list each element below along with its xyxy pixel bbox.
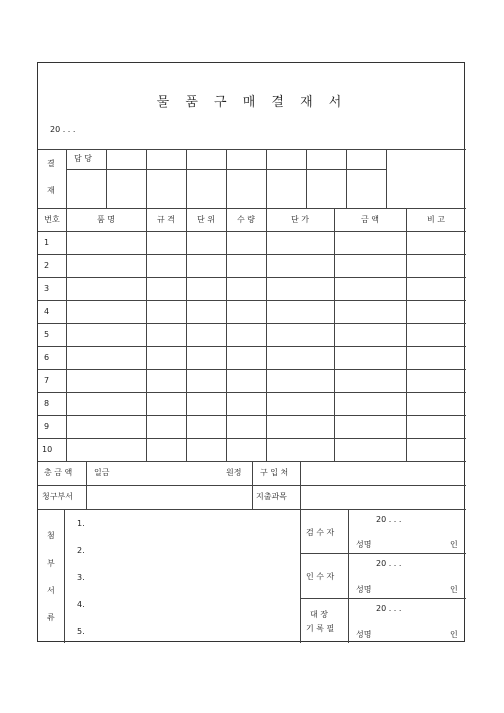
- approval-first-col-label: 담 당: [74, 154, 92, 163]
- attachments-label-4: 류: [47, 613, 55, 622]
- attachments-label-2: 부: [47, 559, 55, 568]
- table-row-rule: [38, 254, 466, 255]
- attachment-item-5: 5.: [77, 627, 85, 636]
- receiver-label: 인 수 자: [306, 572, 335, 581]
- approval-col-4: [226, 149, 227, 208]
- ledger-date: 20 . . .: [376, 604, 402, 613]
- rule-approval-bottom: [38, 208, 466, 209]
- ledger-seal: 인: [450, 630, 458, 639]
- approval-col-3: [186, 149, 187, 208]
- table-column-rule: [146, 208, 147, 461]
- ledger-label-2: 기 록 필: [306, 624, 335, 633]
- ledger-name-label: 성명: [356, 630, 372, 639]
- summary-mid-divider-1: [252, 461, 253, 509]
- attachments-label-divider: [64, 509, 65, 643]
- table-row-rule: [38, 438, 466, 439]
- row-number-5: 5: [44, 330, 50, 339]
- table-column-rule: [406, 208, 407, 461]
- row-number-10: 10: [42, 445, 53, 454]
- table-column-rule: [66, 208, 67, 461]
- approval-label-divider: [66, 149, 67, 208]
- row-number-2: 2: [44, 261, 50, 270]
- ledger-label: 대 장: [310, 610, 328, 619]
- attachment-item-2: 2.: [77, 546, 85, 555]
- header-spec: 규 격: [157, 215, 175, 224]
- attachments-label-1: 첨: [47, 531, 55, 540]
- rule-date-bottom: [38, 149, 466, 150]
- approval-label-top: 결: [47, 159, 55, 168]
- row-number-7: 7: [44, 376, 50, 385]
- table-row-rule: [38, 392, 466, 393]
- header-note: 비 고: [427, 215, 445, 224]
- approval-col-5: [266, 149, 267, 208]
- row-number-4: 4: [44, 307, 50, 316]
- table-row-rule: [38, 323, 466, 324]
- total-amount-prefix: 일금: [94, 468, 110, 477]
- document-title: 물 품 구 매 결 재 서: [156, 95, 348, 110]
- header-amount: 금 액: [361, 215, 379, 224]
- vendor-label: 구 입 처: [260, 468, 289, 477]
- total-amount-label: 총 금 액: [44, 468, 73, 477]
- inspector-label: 검 수 자: [306, 528, 335, 537]
- header-unit: 단 위: [197, 215, 215, 224]
- approval-col-7: [346, 149, 347, 208]
- approval-col-8: [386, 149, 387, 208]
- header-qty: 수 량: [237, 215, 255, 224]
- row-number-1: 1: [44, 238, 50, 247]
- row-number-3: 3: [44, 284, 50, 293]
- rule-summary-bottom: [38, 509, 466, 510]
- table-row-rule: [38, 277, 466, 278]
- attachment-item-1: 1.: [77, 519, 85, 528]
- requesting-dept-label: 청구부서: [42, 492, 73, 501]
- row-number-6: 6: [44, 353, 50, 362]
- summary-mid-divider-2: [300, 461, 301, 509]
- document-date: 20 . . .: [50, 125, 76, 134]
- inspector-date: 20 . . .: [376, 515, 402, 524]
- attachment-item-3: 3.: [77, 573, 85, 582]
- table-row-rule: [38, 300, 466, 301]
- row-number-9: 9: [44, 422, 50, 431]
- table-row-rule: [38, 346, 466, 347]
- table-column-rule: [226, 208, 227, 461]
- total-amount-suffix: 원정: [226, 468, 242, 477]
- approval-col-2: [146, 149, 147, 208]
- header-price: 단 가: [291, 215, 309, 224]
- rule-signoff-1: [300, 553, 466, 554]
- attachment-item-4: 4.: [77, 600, 85, 609]
- table-row-rule: [38, 415, 466, 416]
- inspector-name-label: 성명: [356, 540, 372, 549]
- inspector-seal: 인: [450, 540, 458, 549]
- receiver-date: 20 . . .: [376, 559, 402, 568]
- row-number-8: 8: [44, 399, 50, 408]
- table-column-rule: [334, 208, 335, 461]
- attachments-signoff-divider: [300, 509, 301, 643]
- approval-label-bottom: 재: [47, 186, 55, 195]
- header-no: 번호: [44, 215, 60, 224]
- attachments-label-3: 서: [47, 586, 55, 595]
- rule-signoff-2: [300, 598, 466, 599]
- receiver-seal: 인: [450, 585, 458, 594]
- document-frame: [37, 62, 465, 642]
- table-row-rule: [38, 231, 466, 232]
- header-item: 품 명: [97, 215, 115, 224]
- table-column-rule: [266, 208, 267, 461]
- approval-col-6: [306, 149, 307, 208]
- table-column-rule: [186, 208, 187, 461]
- table-row-rule: [38, 461, 466, 462]
- receiver-name-label: 성명: [356, 585, 372, 594]
- signoff-label-divider: [348, 509, 349, 643]
- expense-account-label: 지출과목: [256, 492, 287, 501]
- approval-col-1: [106, 149, 107, 208]
- table-row-rule: [38, 369, 466, 370]
- summary-label-divider: [86, 461, 87, 509]
